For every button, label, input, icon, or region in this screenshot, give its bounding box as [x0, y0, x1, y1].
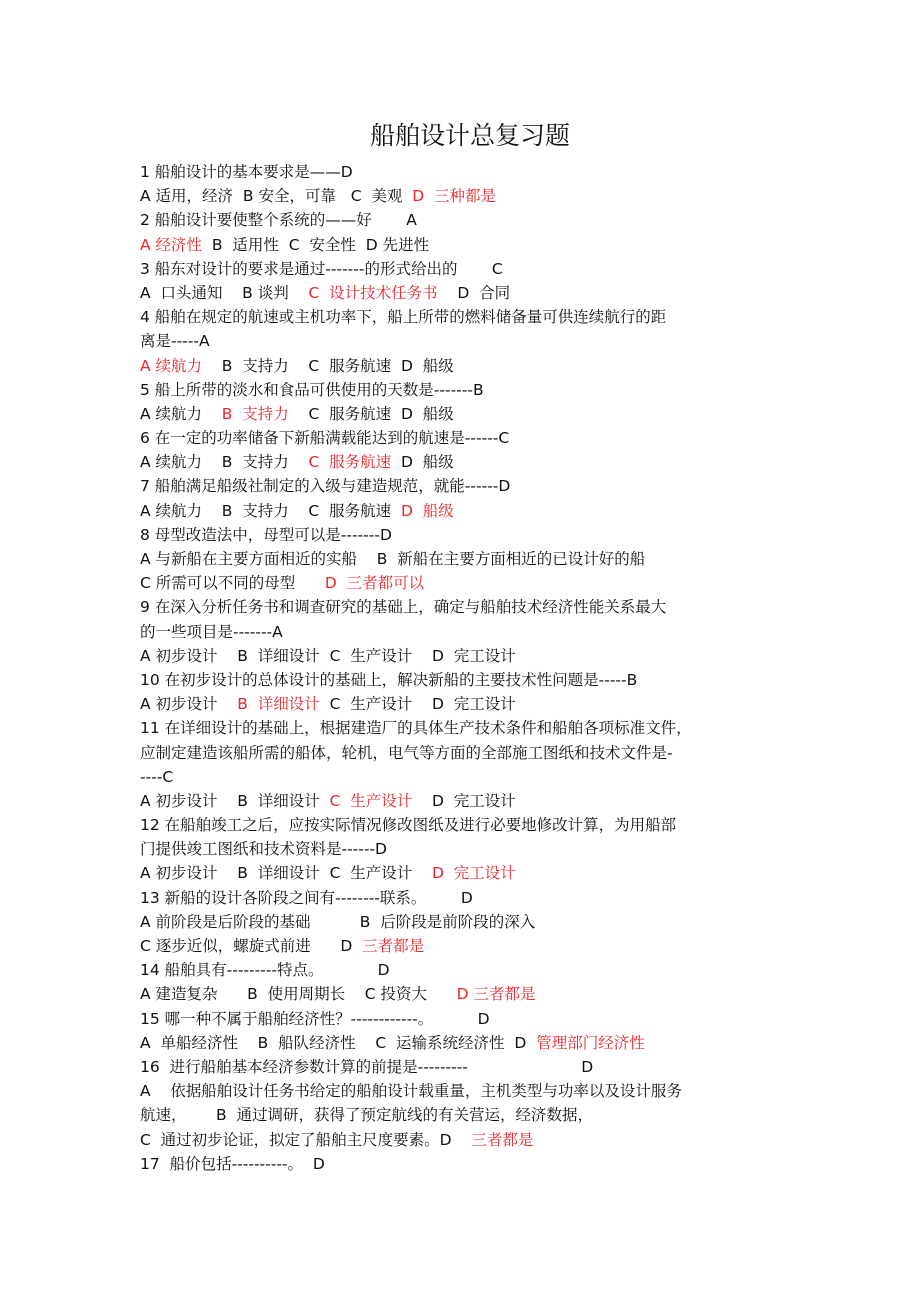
text-run: 5 船上所带的淡水和食品可供使用的天数是-------B — [140, 380, 484, 399]
text-run: A 初步设计 — [140, 695, 238, 714]
answer-highlight: C 设计技术任务书 — [308, 283, 438, 302]
text-run: A 续航力 B 支持力 — [140, 453, 309, 472]
text-line — [140, 765, 790, 789]
text-line — [140, 668, 790, 692]
text-line — [140, 450, 790, 474]
text-line — [140, 837, 790, 861]
text-line — [140, 1152, 790, 1176]
answer-highlight: B 支持力 — [221, 404, 289, 423]
text-run: 14 船舶具有---------特点。 D — [140, 961, 390, 980]
answer-highlight: A 续航力 — [140, 356, 203, 375]
page-title: 船舶设计总复习题 — [369, 121, 570, 150]
answer-highlight: D 船级 — [400, 501, 454, 520]
text-run: 航速， B 通过调研，获得了预定航线的有关营运，经济数据， — [140, 1106, 594, 1125]
text-run: A 建造复杂 B 使用周期长 C 投资大 — [140, 985, 457, 1004]
text-run: 6 在一定的功率储备下新船满载能达到的航速是------C — [140, 429, 510, 448]
text-line — [140, 208, 790, 232]
answer-highlight: 三者都是 — [362, 937, 425, 955]
text-run: D 合同 — [437, 283, 511, 302]
answer-highlight: B 详细设计 — [237, 695, 320, 714]
text-line — [140, 378, 790, 402]
text-run: ----C — [140, 767, 174, 786]
text-run: A 口头通知 B 谈判 — [140, 283, 309, 302]
text-line — [140, 523, 790, 547]
text-line — [140, 329, 790, 353]
text-run: B 适用性 C 安全性 D 先进性 — [202, 235, 430, 254]
text-run: A 初步设计 B 详细设计 C 生产设计 — [140, 864, 432, 883]
answer-highlight: C 生产设计 — [329, 791, 413, 810]
text-line — [140, 281, 790, 305]
text-run: A 续航力 B 支持力 C 服务航速 — [140, 501, 401, 520]
text-line — [140, 257, 790, 281]
text-line — [140, 160, 790, 184]
text-run: 应制定建造该船所需的船体，轮机，电气等方面的全部施工图纸和技术文件是- — [140, 743, 673, 762]
text-run: 10 在初步设计的总体设计的基础上，解决新船的主要技术性问题是-----B — [140, 670, 638, 689]
answer-highlight: 三者都是 — [471, 1130, 534, 1149]
text-run: D 船级 — [391, 453, 454, 472]
text-line — [140, 1055, 790, 1079]
text-run: 12 在船舶竣工之后，应按实际情况修改图纸及进行必要地修改计算，为用船部 — [140, 816, 677, 835]
text-run: A 初步设计 B 详细设计 C 生产设计 D 完工设计 — [140, 646, 516, 665]
text-run: B 支持力 C 服务航速 D 船级 — [202, 356, 454, 375]
text-run: 4 船舶在规定的航速或主机功率下，船上所带的燃料储备量可供连续航行的距 — [140, 308, 667, 327]
answer-highlight: A 经济性 — [140, 235, 203, 254]
text-line — [140, 402, 790, 426]
text-line — [140, 644, 790, 668]
answer-highlight: D 三者都是 — [456, 985, 536, 1004]
answer-highlight: D 完工设计 — [431, 864, 516, 883]
text-line — [140, 910, 790, 934]
question-list — [140, 160, 790, 1176]
text-line — [140, 741, 790, 765]
text-line — [140, 861, 790, 885]
text-run: 3 船东对设计的要求是通过-------的形式给出的 C — [140, 259, 503, 278]
answer-highlight: D 三者都可以 — [324, 574, 425, 593]
text-line — [140, 547, 790, 571]
text-line — [140, 1079, 790, 1103]
text-line — [140, 934, 790, 958]
text-run: 16 进行船舶基本经济参数计算的前提是--------- D — [140, 1057, 594, 1076]
text-line — [140, 813, 790, 837]
text-run: A 续航力 — [140, 404, 222, 423]
text-run: A 单船经济性 B 船队经济性 C 运输系统经济性 D — [140, 1033, 537, 1052]
text-run: A 初步设计 B 详细设计 — [140, 791, 330, 810]
text-line — [140, 692, 790, 716]
text-run: A 依据船舶设计任务书给定的船舶设计载重量，主机类型与功率以及设计服务 — [140, 1082, 682, 1101]
text-line — [140, 426, 790, 450]
text-line — [140, 354, 790, 378]
text-line — [140, 789, 790, 813]
text-line — [140, 886, 790, 910]
text-run: 17 船价包括----------。 D — [140, 1154, 325, 1173]
text-line — [140, 982, 790, 1006]
text-line — [140, 1128, 790, 1152]
text-run: C 通过初步论证，拟定了船舶主尺度要素。D — [140, 1130, 472, 1149]
text-line — [140, 958, 790, 982]
text-run: 2 船舶设计要使整个系统的——好 A — [140, 211, 417, 230]
text-run: 9 在深入分析任务书和调查研究的基础上，确定与船舶技术经济性能关系最大 — [140, 598, 667, 617]
text-run: C 生产设计 D 完工设计 — [319, 695, 516, 714]
text-run: C 所需可以不同的母型 — [140, 574, 325, 593]
text-run: 13 新船的设计各阶段之间有--------联系。 D — [140, 888, 473, 907]
text-line — [140, 1031, 790, 1055]
text-run: 7 船舶满足船级社制定的入级与建造规范，就能------D — [140, 477, 511, 496]
text-run: C 服务航速 D 船级 — [288, 404, 454, 423]
text-line — [140, 184, 790, 208]
text-run: A 与新船在主要方面相近的实船 B 新船在主要方面相近的已设计好的船 — [140, 550, 646, 568]
text-run: 的一些项目是-------A — [140, 622, 283, 641]
text-line — [140, 595, 790, 619]
text-run: 离是-----A — [140, 332, 210, 351]
text-run: D 完工设计 — [412, 791, 516, 810]
text-line — [140, 716, 790, 740]
text-run: 1 船舶设计的基本要求是——D — [140, 163, 353, 181]
text-run: 11 在详细设计的基础上，根据建造厂的具体生产技术条件和船舶各项标准文件， — [140, 719, 692, 738]
text-line — [140, 233, 790, 257]
text-line — [140, 620, 790, 644]
answer-highlight: D 三种都是 — [412, 187, 497, 206]
answer-highlight: 管理部门经济性 — [536, 1033, 645, 1052]
text-run: 门提供竣工图纸和技术资料是------D — [140, 840, 387, 859]
text-line — [140, 474, 790, 498]
text-line — [140, 305, 790, 329]
text-run: C 逐步近似，螺旋式前进 D — [140, 937, 363, 955]
text-line — [140, 571, 790, 595]
answer-highlight: C 服务航速 — [308, 453, 392, 472]
text-run: 8 母型改造法中，母型可以是-------D — [140, 525, 392, 544]
text-run: 15 哪一种不属于船舶经济性？------------。 D — [140, 1009, 490, 1028]
text-run: A 适用，经济 B 安全，可靠 C 美观 — [140, 187, 413, 206]
text-line — [140, 1103, 790, 1127]
text-run: A 前阶段是后阶段的基础 B 后阶段是前阶段的深入 — [140, 912, 536, 931]
text-line — [140, 499, 790, 523]
text-line — [140, 1007, 790, 1031]
